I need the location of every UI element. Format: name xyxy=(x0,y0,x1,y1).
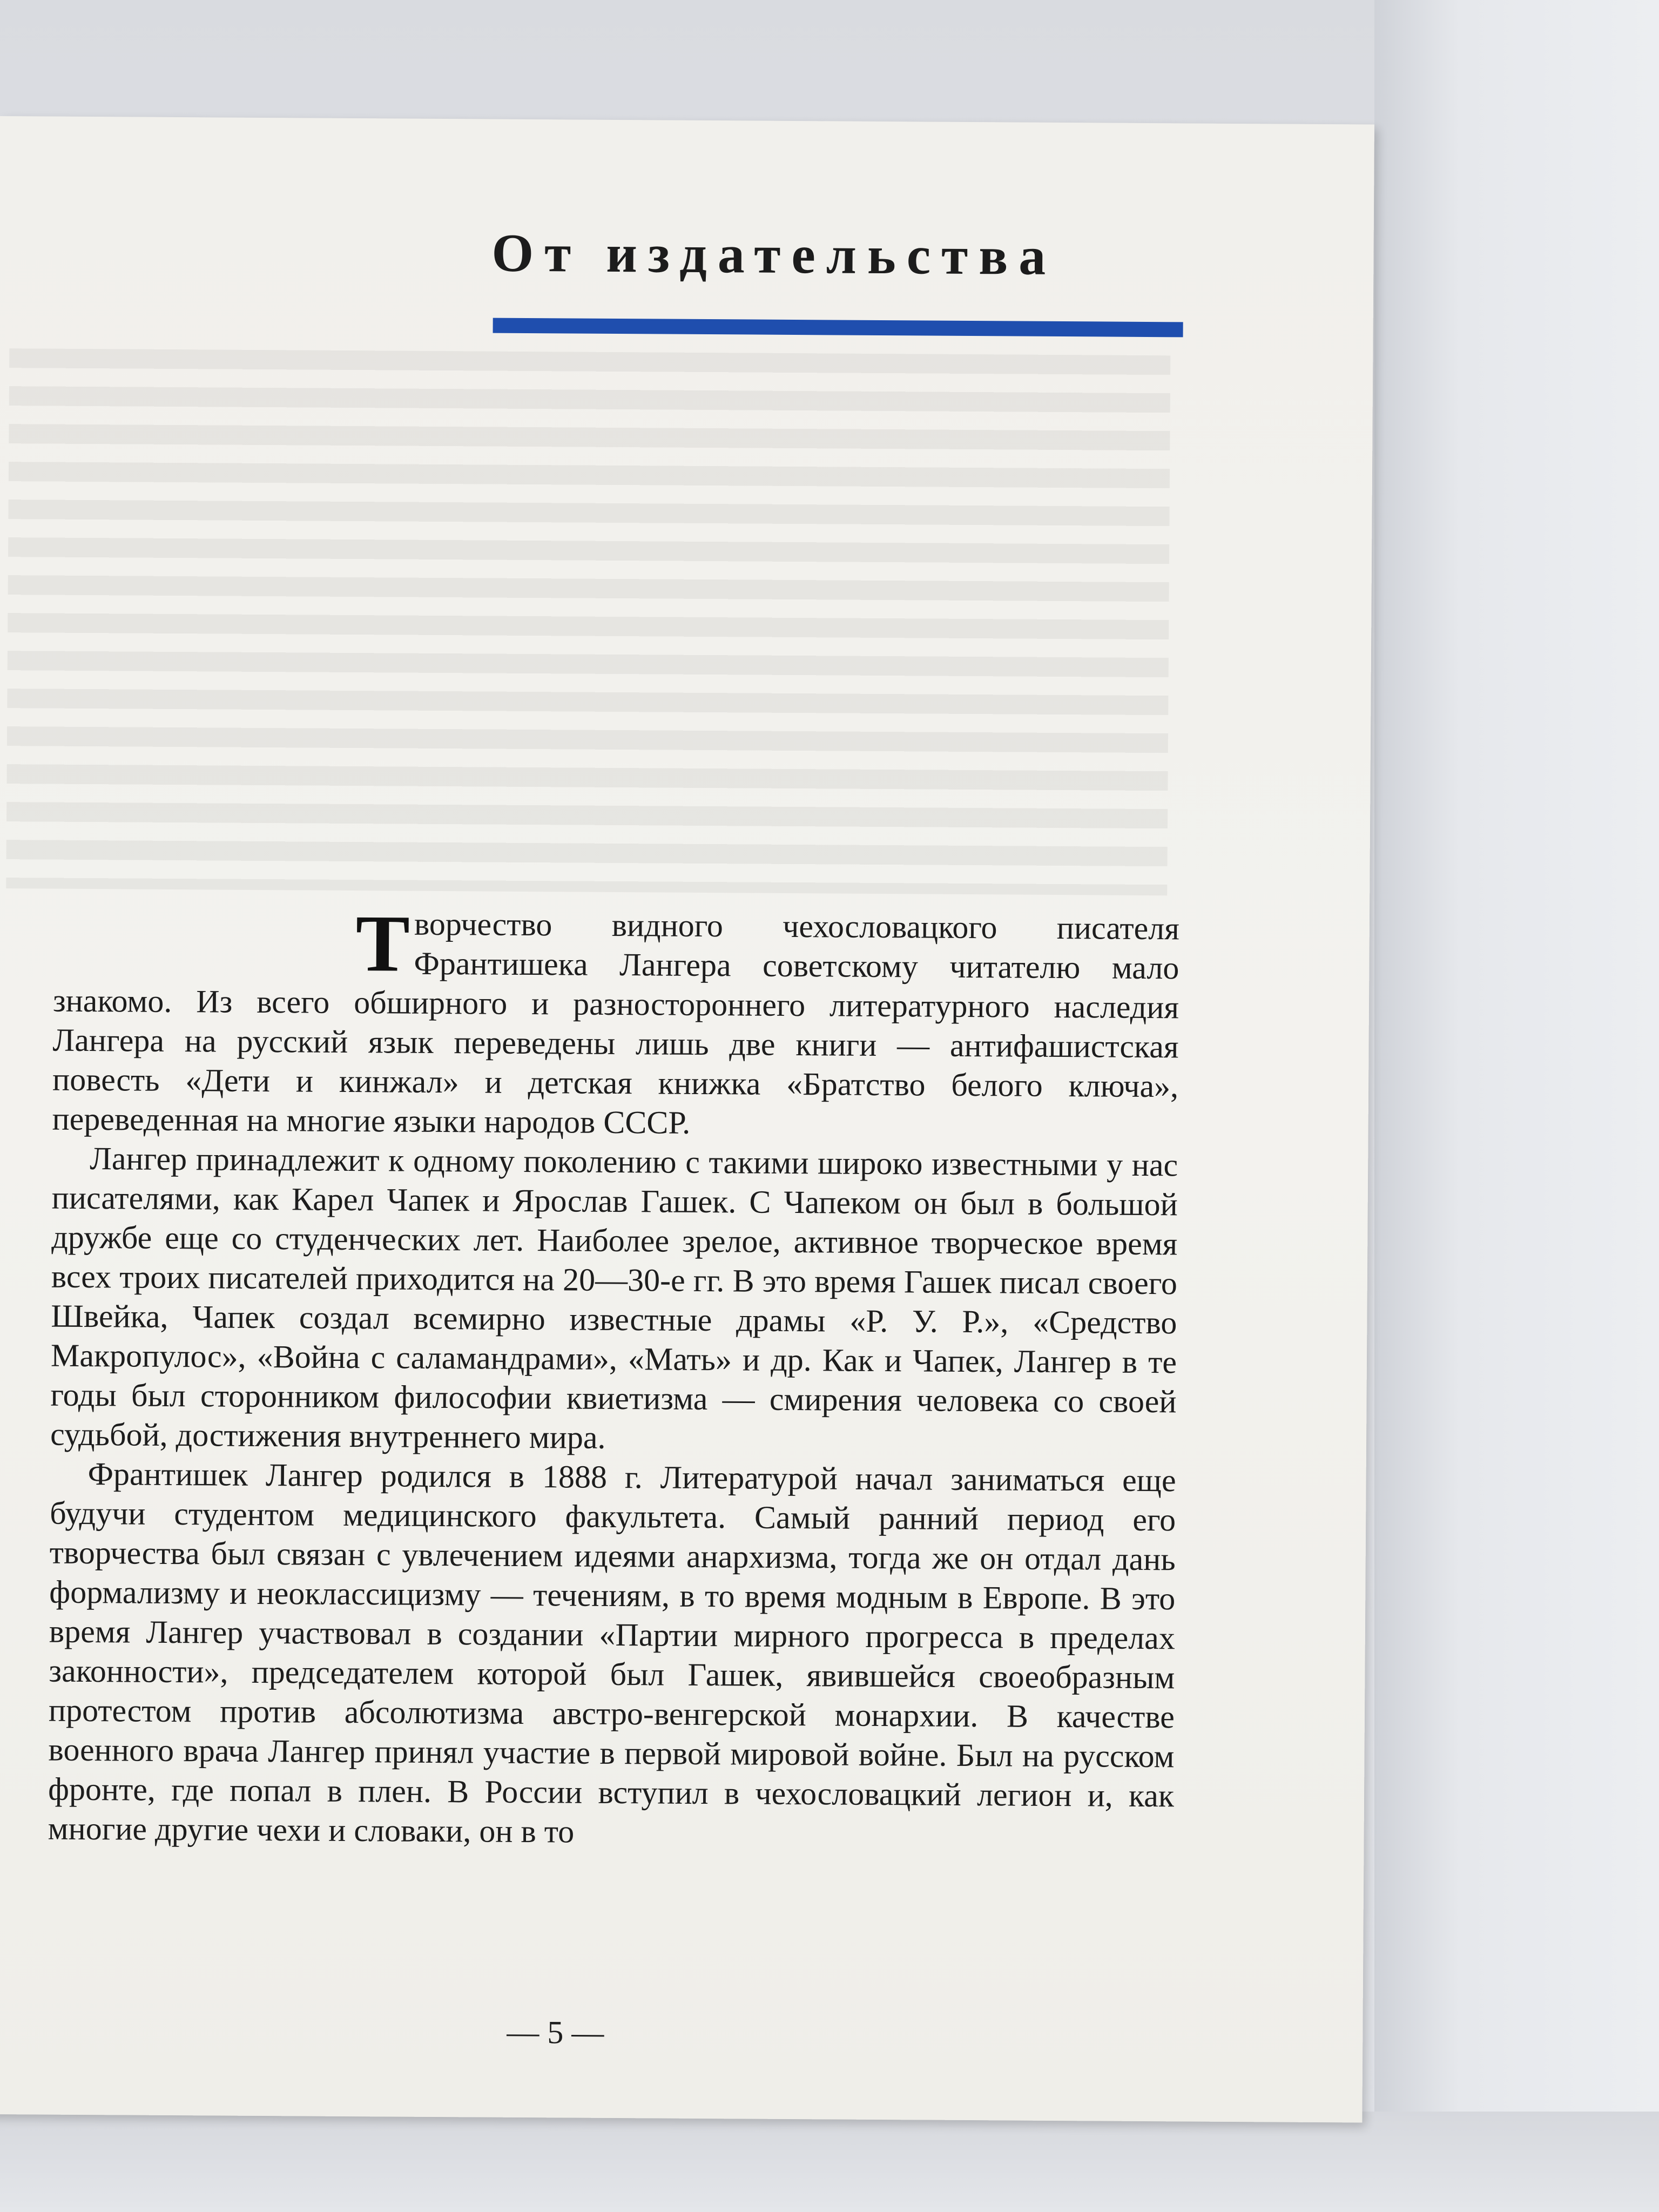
background-wall xyxy=(1374,0,1659,2212)
book-page xyxy=(0,116,1374,2122)
paragraph-2: Лангер принадлежит к одному поколению с такими широко известными у нас писателями, как Карел Чапек и Ярослав Гашек. С Чапеком он был в большой дружбе еще со студенческих лет. Наиболее зрелое, активное творческое время всех троих писателей приходится на 20—30-е гг. В это время Гашек писал своего Швейка, Чапек создал всемирно известные драмы «Р. У. Р.», «Средство Макропулос», «Война с саламандрами», «Мать» и др. Как и Чапек, Лангер в те годы был сторонником философии квиетизма — смирения человека со своей судьбой, достижения внутреннего мира. xyxy=(50,1141,1178,1455)
section-heading: От издательства xyxy=(491,222,1057,286)
body-text xyxy=(48,899,1180,1856)
heading-underline-bar xyxy=(493,318,1183,338)
paragraph-1-text: ворчество видного чехословацкого писателя Франтишека Лангера советскому читателю мало знакомо. Из всего обширного и разностороннего литературного наследия Лангера на русский язык переведены лишь две книги — антифашистская повесть «Дети и кинжал» и детская книжка «Братство белого ключа», переведенная на многие языки народов СССР. xyxy=(52,906,1180,1141)
background-surface xyxy=(0,2112,1659,2212)
paragraph-1 xyxy=(52,899,1180,1146)
bleed-through-text xyxy=(6,348,1170,895)
page-number: — 5 — xyxy=(507,2014,604,2051)
paragraph-3: Франтишек Лангер родился в 1888 г. Литературой начал заниматься еще будучи студентом медицинского факультета. Самый ранний период его творчества был связан с увлечением идеями анархизма, тогда же он отдал дань формализму и неоклассицизму — течениям, в то время модным в Европе. В это время Лангер участвовал в создании «Партии мирного прогресса в пределах законности», председателем которой был Гашек, явившейся своеобразным протестом против абсолютизма австро-венгерской монархии. В качестве военного врача Лангер принял участие в первой мировой войне. Был на русском фронте, где попал в плен. В России вступил в чехословацкий легион и, как многие другие чехи и словаки, он в то xyxy=(48,1456,1176,1850)
drop-cap: Т xyxy=(355,899,410,989)
